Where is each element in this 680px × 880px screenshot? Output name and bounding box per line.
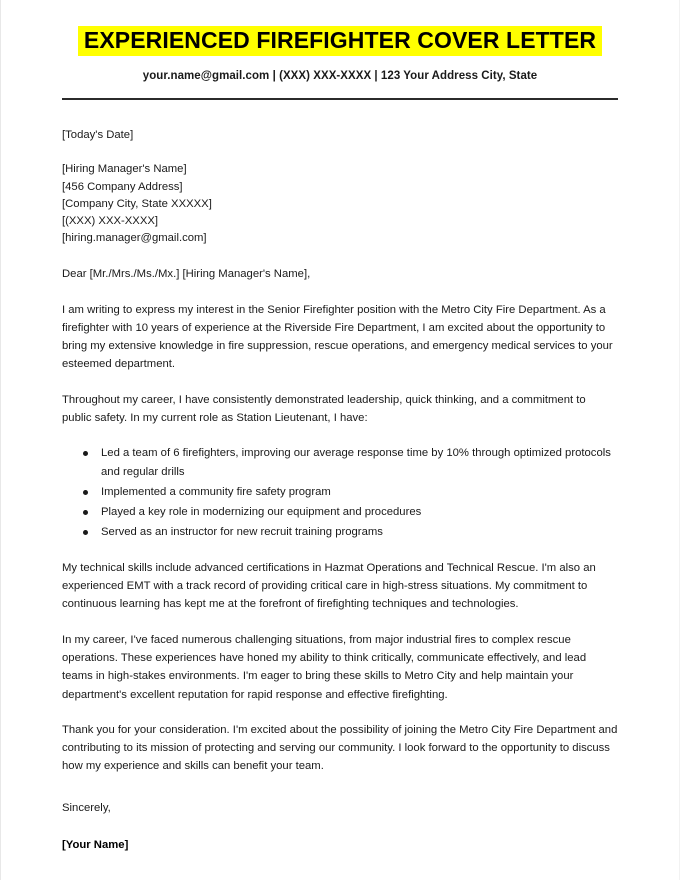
date-placeholder: [Today's Date]	[62, 129, 134, 142]
letter-body	[62, 100, 618, 854]
body-paragraph-4: In my career, I've faced numerous challenging situations, from major industrial fires to complex rescue operations. These experiences have honed my ability to think critically, communicate effectively, and lead teams in high-stakes environments. I'm eager to bring these skills to Metro City and help maintain your department's excellent reputation for rapid response and effective firefighting.	[62, 633, 587, 701]
page-title: EXPERIENCED FIREFIGHTER COVER LETTER	[78, 26, 602, 56]
list-item: Played a key role in modernizing our equipment and procedures	[83, 503, 618, 521]
signature-name-placeholder: [Your Name]	[62, 839, 129, 852]
recipient-city-state-zip: [Company City, State XXXXX]	[62, 197, 212, 210]
body-paragraph-5: Thank you for your consideration. I'm excited about the possibility of joining the Metro City Fire Department and contributing to its mission of protecting and serving our community. I look forward to the opportunity to discuss how my experience and skills can benefit your team.	[62, 723, 618, 773]
letter-content	[62, 0, 618, 854]
achievements-list	[62, 444, 618, 541]
recipient-street: [456 Company Address]	[62, 180, 183, 193]
list-item: Implemented a community fire safety program	[83, 483, 618, 501]
recipient-address-block	[62, 161, 618, 247]
letter-header	[62, 0, 618, 100]
closing-salutation: Sincerely,	[62, 801, 111, 814]
body-paragraph-3: My technical skills include advanced certifications in Hazmat Operations and Technical Rescue. I'm also an experienced EMT with a track record of providing critical care in high-stress situations. My commitment to continuous learning has kept me at the forefront of firefighting techniques and technologies.	[62, 561, 596, 611]
recipient-name: [Hiring Manager's Name]	[62, 163, 187, 176]
body-paragraph-2: Throughout my career, I have consistently demonstrated leadership, quick thinking, and a commitment to public safety. In my current role as Station Lieutenant, I have:	[62, 393, 586, 424]
list-item: Led a team of 6 firefighters, improving our average response time by 10% through optimized protocols and regular drills	[83, 444, 618, 481]
salutation: Dear [Mr./Mrs./Ms./Mx.] [Hiring Manager's Name],	[62, 268, 311, 281]
recipient-email: [hiring.manager@gmail.com]	[62, 232, 207, 245]
contact-info-line: your.name@gmail.com | (XXX) XXX-XXXX | 123 Your Address City, State	[142, 70, 538, 83]
body-paragraph-1: I am writing to express my interest in the Senior Firefighter position with the Metro City Fire Department. As a firefighter with 10 years of experience at the Riverside Fire Department, I am excited about the opportunity to bring my extensive knowledge in fire suppression, rescue operations, and emergency medical services to your esteemed department.	[62, 303, 613, 371]
list-item: Served as an instructor for new recruit training programs	[83, 523, 618, 541]
recipient-phone: [(XXX) XXX-XXXX]	[62, 214, 159, 227]
